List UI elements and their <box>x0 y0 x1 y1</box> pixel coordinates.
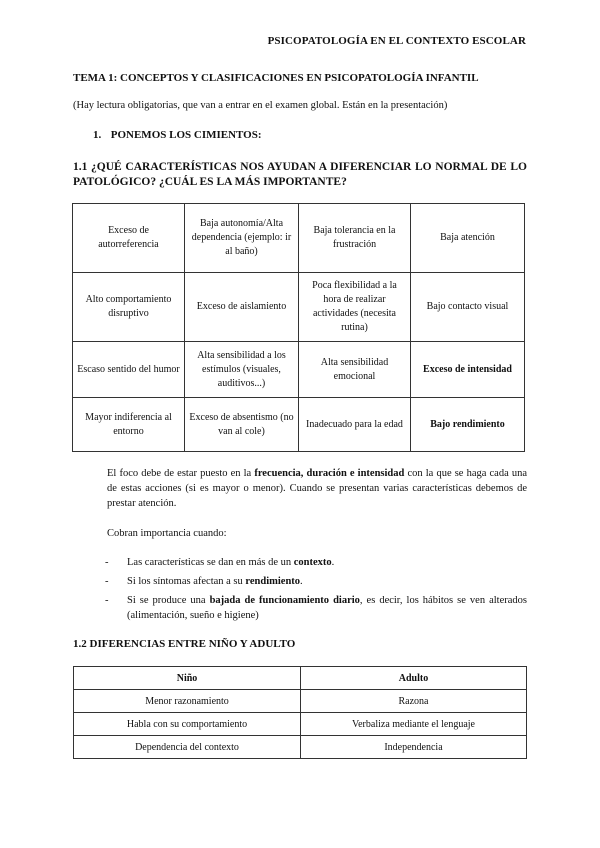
characteristics-table <box>72 203 525 452</box>
section-1-number: 1. <box>93 129 102 141</box>
section-1-heading <box>93 129 262 141</box>
list-item <box>107 593 527 623</box>
table-cell: Baja tolerancia en la frustración <box>299 204 411 273</box>
emphasis-text: frecuencia, duración e intensidad <box>254 468 405 479</box>
section-1-title: PONEMOS LOS CIMIENTOS: <box>110 129 262 141</box>
table-cell: Alto comportamiento disruptivo <box>73 273 185 342</box>
list-item <box>107 555 527 570</box>
table-cell: Alta sensibilidad a los estímulos (visuales, auditivos...) <box>185 342 299 398</box>
topic-title: TEMA 1: CONCEPTOS Y CLASIFICACIONES EN PSICOPATOLOGÍA INFANTIL <box>73 72 479 84</box>
table-cell: Baja autonomía/Alta dependencia (ejemplo: ir al baño) <box>185 204 299 273</box>
child-adult-table <box>73 666 527 759</box>
column-header-child: Niño <box>74 667 301 690</box>
table-cell: Independencia <box>301 736 527 759</box>
table-row <box>74 690 527 713</box>
emphasis-text: rendimiento <box>245 576 301 587</box>
table-row <box>73 398 525 452</box>
text-span: Las características se dan en más de un <box>127 557 294 568</box>
text-span: Si los síntomas afectan a su <box>127 576 246 587</box>
table-cell: Habla con su comportamiento <box>74 713 301 736</box>
text-span: , es decir, los hábitos se ven alterados (alimentación, sueño e higiene) <box>127 595 528 621</box>
dash-bullet-icon: - <box>105 595 109 606</box>
table-cell: Alta sensibilidad emocional <box>299 342 411 398</box>
reading-note: (Hay lectura obligatorias, que van a entrar en el examen global. Están en la presentación) <box>73 100 448 111</box>
table-cell: Escaso sentido del humor <box>73 342 185 398</box>
table-cell: Razona <box>301 690 527 713</box>
table-cell: Poca flexibilidad a la hora de realizar actividades (necesita rutina) <box>299 273 411 342</box>
dash-bullet-icon: - <box>105 557 109 568</box>
emphasis-text: contexto <box>293 557 332 568</box>
section-1-2-heading: 1.2 DIFERENCIAS ENTRE NIÑO Y ADULTO <box>73 638 296 650</box>
table-row <box>73 204 525 273</box>
table-row <box>74 713 527 736</box>
list-item <box>107 574 527 589</box>
table-cell: Baja atención <box>411 204 525 273</box>
table-header-row <box>74 667 527 690</box>
section-1-1-heading: 1.1 ¿QUÉ CARACTERÍSTICAS NOS AYUDAN A DIFERENCIAR LO NORMAL DE LO PATOLÓGICO? ¿CUÁL ES LA MÁS IMPORTANTE? <box>73 161 527 188</box>
text-span: . <box>331 557 335 568</box>
dash-bullet-icon: - <box>105 576 109 587</box>
text-span: El foco debe de estar puesto en la <box>107 468 255 479</box>
table-row <box>74 736 527 759</box>
table-cell: Bajo contacto visual <box>411 273 525 342</box>
table-cell-bold: Exceso de intensidad <box>411 342 525 398</box>
document-header-title: PSICOPATOLOGÍA EN EL CONTEXTO ESCOLAR <box>267 35 526 47</box>
table-cell: Verbaliza mediante el lenguaje <box>301 713 527 736</box>
text-span: Si se produce una <box>127 595 210 606</box>
table-row <box>73 342 525 398</box>
table-cell: Mayor indiferencia al entorno <box>73 398 185 452</box>
emphasis-text: bajada de funcionamiento diario <box>209 595 360 606</box>
table-cell: Exceso de absentismo (no van al cole) <box>185 398 299 452</box>
importance-intro: Cobran importancia cuando: <box>107 528 227 539</box>
table-cell: Inadecuado para la edad <box>299 398 411 452</box>
focus-paragraph <box>107 466 527 511</box>
table-cell: Menor razonamiento <box>74 690 301 713</box>
table-cell: Exceso de aislamiento <box>185 273 299 342</box>
importance-list <box>107 555 527 627</box>
text-span: con la que se haga cada una de estas acciones (si es mayor o menor). Cuando se presentan varias características debemos de prestar atención. <box>107 468 528 509</box>
column-header-adult: Adulto <box>301 667 527 690</box>
table-cell: Dependencia del contexto <box>74 736 301 759</box>
text-span: . <box>300 576 303 587</box>
table-cell: Exceso de autorreferencia <box>73 204 185 273</box>
table-cell-bold: Bajo rendimiento <box>411 398 525 452</box>
table-row <box>73 273 525 342</box>
